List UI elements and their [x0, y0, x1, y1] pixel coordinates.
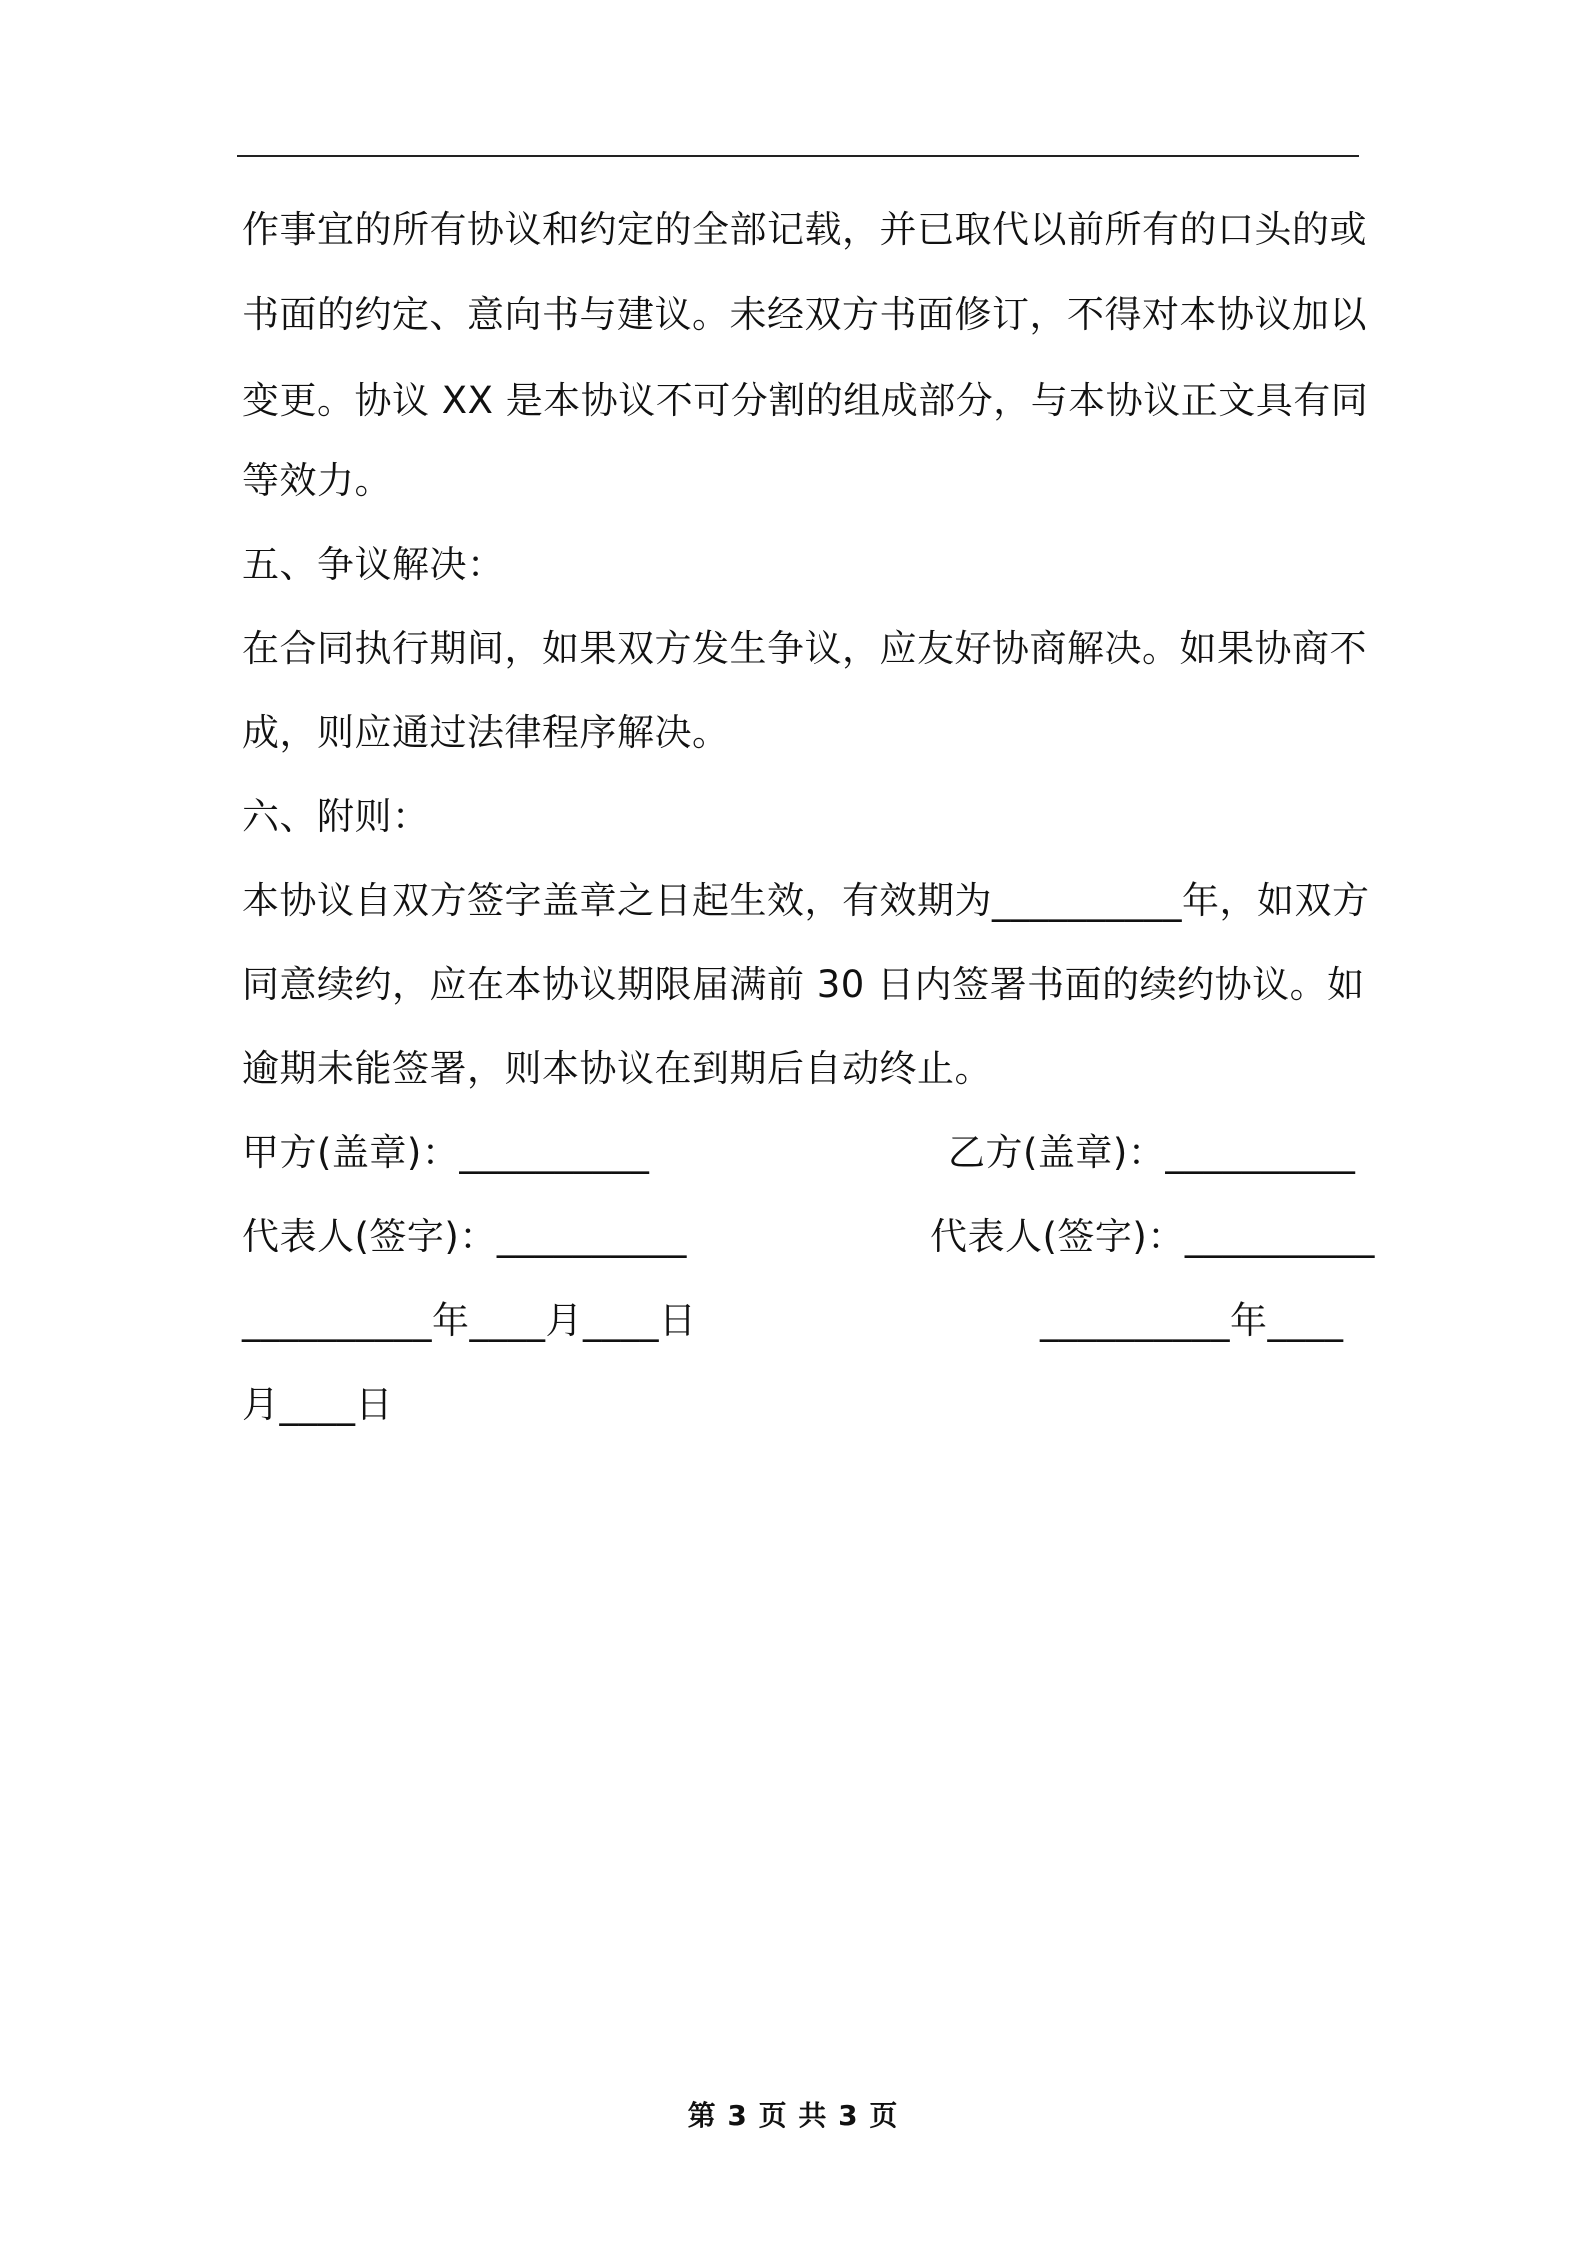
section-5-line-1: 在合同执行期间，如果双方发生争议，应友好协商解决。如果协商不: [242, 627, 1367, 670]
section-6-line-3: 逾期未能签署，则本协议在到期后自动终止。: [242, 1047, 992, 1090]
continuation-line-3: 变更。协议 XX 是本协议不可分割的组成部分，与本协议正文具有同: [242, 379, 1369, 422]
continuation-line-1: 作事宜的所有协议和约定的全部记载，并已取代以前所有的口头的或: [242, 208, 1367, 251]
section-6-line-1: 本协议自双方签字盖章之日起生效，有效期为__________年，如双方: [242, 879, 1370, 922]
section-6-line-2: 同意续约，应在本协议期限届满前 30 日内签署书面的续约协议。如: [242, 963, 1365, 1006]
party-a-date-field: __________年____月____日: [242, 1299, 697, 1342]
party-a-rep-field: 代表人(签字)：__________: [242, 1215, 687, 1258]
party-b-rep-field: 代表人(签字)：__________: [930, 1215, 1375, 1258]
section-6-heading: 六、附则：: [242, 795, 430, 838]
party-b-date-continuation: 月____日: [242, 1383, 393, 1426]
continuation-line-4: 等效力。: [242, 459, 392, 502]
section-5-heading: 五、争议解决：: [242, 543, 505, 586]
header-divider: [237, 155, 1359, 157]
party-a-seal-field: 甲方(盖章)：__________: [242, 1131, 650, 1174]
page-number-footer: 第 3 页 共 3 页: [687, 2099, 899, 2132]
party-b-date-field: __________年____: [1040, 1299, 1344, 1342]
section-5-line-2: 成，则应通过法律程序解决。: [242, 711, 730, 754]
party-b-seal-field: 乙方(盖章)：__________: [948, 1131, 1356, 1174]
continuation-line-2: 书面的约定、意向书与建议。未经双方书面修订，不得对本协议加以: [242, 293, 1367, 336]
